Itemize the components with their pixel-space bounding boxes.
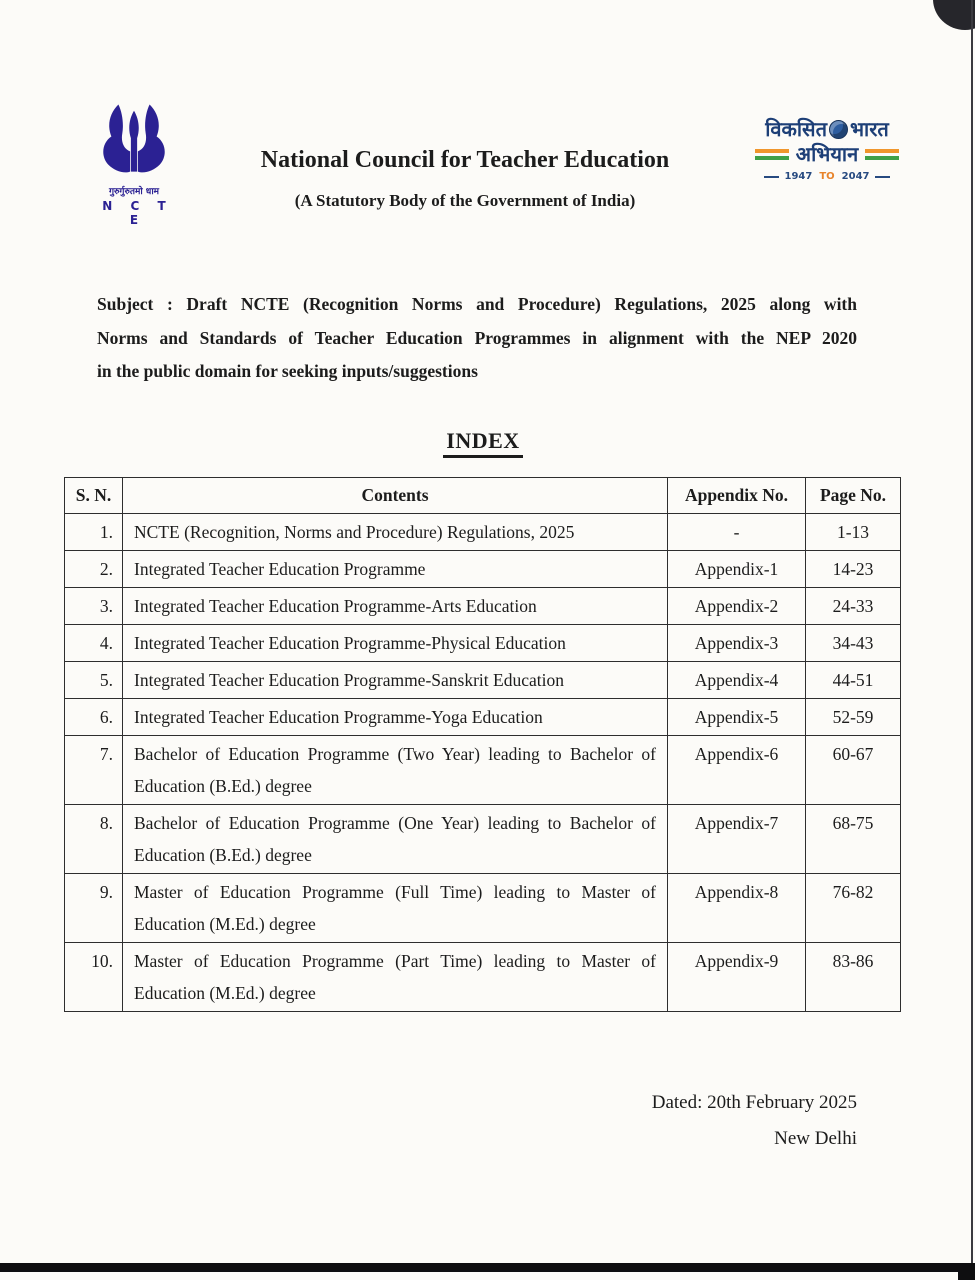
index-table-body [65,514,901,1012]
cell-contents: Master of Education Programme (Full Time) leading to Master of Education (M.Ed.) degree [123,874,668,943]
cell-contents: Integrated Teacher Education Programme-Arts Education [123,588,668,625]
table-row [65,588,901,625]
cell-appendix: Appendix-8 [668,874,806,943]
cell-sn: 5. [65,662,123,699]
viksit-to-label: TO [819,171,835,182]
index-heading-wrap [65,428,901,458]
subject-line-2: Norms and Standards of Teacher Education Programmes in alignment with the NEP 2020 [97,327,857,348]
cell-appendix: - [668,514,806,551]
cell-appendix: Appendix-3 [668,625,806,662]
cell-sn: 8. [65,805,123,874]
cell-pages: 52-59 [806,699,901,736]
cell-sn: 2. [65,551,123,588]
cell-contents: Bachelor of Education Programme (Two Year) leading to Bachelor of Education (B.Ed.) degree [123,736,668,805]
column-header-contents: Contents [123,478,668,514]
viksit-abhiyan-word: अभियान [795,142,859,166]
page-subtitle: (A Statutory Body of the Government of India) [294,191,636,210]
cell-appendix: Appendix-9 [668,943,806,1012]
table-row [65,551,901,588]
cell-contents: Integrated Teacher Education Programme-Yoga Education [123,699,668,736]
cell-contents: Integrated Teacher Education Programme [123,551,668,588]
table-row [65,874,901,943]
cell-pages: 68-75 [806,805,901,874]
cell-contents: Master of Education Programme (Part Time) leading to Master of Education (M.Ed.) degree [123,943,668,1012]
viksit-years [752,171,902,182]
document-footer [0,1092,857,1150]
cell-pages: 44-51 [806,662,901,699]
scan-bottom-bar [0,1263,975,1272]
viksit-word-left: विकसित [765,117,827,141]
place-line: New Delhi [774,1128,857,1149]
cell-appendix: Appendix-2 [668,588,806,625]
cell-appendix: Appendix-1 [668,551,806,588]
viksit-line2 [752,142,902,166]
tricolor-stripes-icon [865,149,899,160]
dated-line: Dated: 20th February 2025 [651,1092,857,1113]
scan-bottom-corner [958,1263,975,1280]
table-row [65,805,901,874]
subject-paragraph [97,288,857,389]
viksit-line1 [752,117,902,141]
cell-contents: NCTE (Recognition, Norms and Procedure) Regulations, 2025 [123,514,668,551]
dash-icon [764,176,779,178]
cell-pages: 60-67 [806,736,901,805]
column-header-sn: S. N. [65,478,123,514]
cell-pages: 14-23 [806,551,901,588]
column-header-appendix: Appendix No. [668,478,806,514]
viksit-year-to: 2047 [841,171,870,182]
table-row [65,943,901,1012]
dash-icon [875,176,890,178]
cell-contents: Integrated Teacher Education Programme-Physical Education [123,625,668,662]
ncte-acronym: N C T E [102,199,173,227]
page-title: National Council for Teacher Education [260,147,670,173]
cell-sn: 7. [65,736,123,805]
table-row [65,699,901,736]
column-header-pages: Page No. [806,478,901,514]
cell-sn: 10. [65,943,123,1012]
cell-sn: 1. [65,514,123,551]
viksit-year-from: 1947 [784,171,813,182]
cell-sn: 9. [65,874,123,943]
scan-corner-artifact [933,0,975,30]
table-row [65,625,901,662]
ncte-motto: गुरुर्गुरुतमो धाम [108,187,160,197]
cell-sn: 3. [65,588,123,625]
table-row [65,736,901,805]
cell-appendix: Appendix-7 [668,805,806,874]
cell-pages: 83-86 [806,943,901,1012]
index-heading: INDEX [443,428,522,458]
subject-line-3: in the public domain for seeking inputs/suggestions [97,361,478,381]
cell-sn: 6. [65,699,123,736]
scan-right-edge-line [971,0,973,1264]
cell-pages: 1-13 [806,514,901,551]
cell-appendix: Appendix-6 [668,736,806,805]
cell-contents: Integrated Teacher Education Programme-Sanskrit Education [123,662,668,699]
cell-sn: 4. [65,625,123,662]
document-header [160,147,770,211]
table-row [65,662,901,699]
cell-appendix: Appendix-5 [668,699,806,736]
cell-pages: 34-43 [806,625,901,662]
viksit-bharat-logo [752,117,902,182]
cell-appendix: Appendix-4 [668,662,806,699]
cell-pages: 24-33 [806,588,901,625]
viksit-word-right: भारत [849,117,889,141]
subject-line-1: Subject : Draft NCTE (Recognition Norms and Procedure) Regulations, 2025 along with [97,294,857,314]
cell-pages: 76-82 [806,874,901,943]
index-table [64,477,901,1012]
table-header-row [65,478,901,514]
cell-contents: Bachelor of Education Programme (One Year) leading to Bachelor of Education (B.Ed.) degree [123,805,668,874]
tricolor-stripes-icon [755,149,789,160]
table-row [65,514,901,551]
globe-icon [829,120,848,139]
